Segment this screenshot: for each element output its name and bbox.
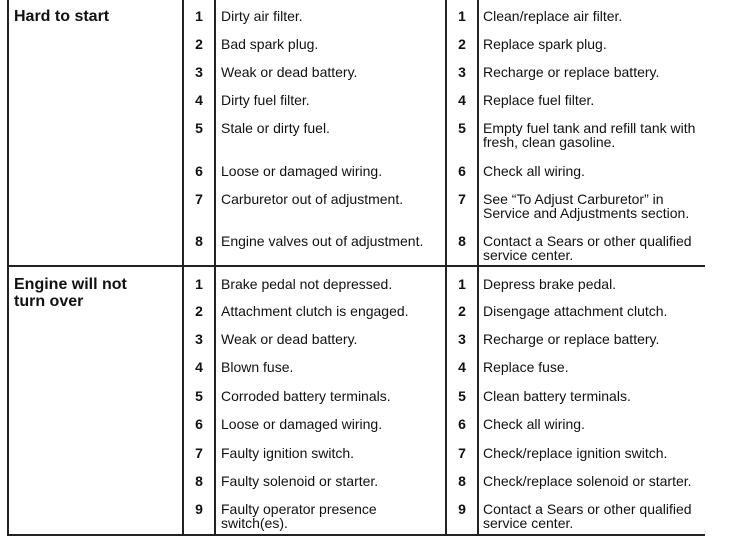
cause-number: 7 [183, 182, 215, 224]
remedy-text: Check all wiring. [483, 416, 585, 432]
cause-number: 4 [183, 83, 215, 111]
remedy-text: Clean battery terminals. [483, 388, 631, 404]
troubleshooting-table [7, 0, 705, 536]
troubleshooting-table-body [8, 0, 705, 535]
cause-number: 7 [183, 436, 215, 464]
remedy-text: Contact a Sears or other qualified service center. [478, 224, 705, 266]
cause-number: 6 [183, 154, 215, 182]
cause-text: Faulty ignition switch. [215, 436, 446, 464]
cause-number: 2 [183, 294, 215, 322]
cause-text: Dirty fuel filter. [215, 83, 446, 111]
remedy-text: See “To Adjust Carburetor” in Service and Adjustments section. [483, 191, 690, 221]
remedy-number: 2 [446, 294, 478, 322]
cause-number: 8 [183, 224, 215, 266]
remedy-text: Replace fuel filter. [483, 92, 595, 108]
cause-number: 4 [183, 350, 215, 379]
cause-number: 8 [183, 464, 215, 492]
cause-text: Faulty operator presence switch(es). [215, 492, 446, 535]
cause-number: 3 [183, 322, 215, 350]
cause-text: Weak or dead battery. [215, 322, 446, 350]
cause-text: Bad spark plug. [215, 27, 446, 55]
cause-number: 1 [183, 266, 215, 294]
remedy-number: 7 [446, 182, 478, 224]
remedy-number: 8 [446, 464, 478, 492]
remedy-number: 5 [446, 379, 478, 407]
remedy-number: 8 [446, 224, 478, 266]
remedy-text: Check/replace ignition switch. [483, 445, 668, 461]
cause-number: 2 [183, 27, 215, 55]
remedy-number: 7 [446, 436, 478, 464]
cause-text: Weak or dead battery. [215, 55, 446, 83]
cause-number: 1 [183, 0, 215, 27]
table-row [8, 0, 705, 27]
remedy-text: Empty fuel tank and refill tank with fresh, clean gasoline. [483, 120, 696, 150]
remedy-number: 1 [446, 0, 478, 27]
remedy-text: Replace spark plug. [483, 36, 607, 52]
cause-text: Stale or dirty fuel. [215, 111, 446, 154]
remedy-text: Clean/replace air filter. [483, 8, 623, 24]
remedy-text: Disengage attachment clutch. [483, 303, 668, 319]
remedy-number: 5 [446, 111, 478, 154]
cause-number: 9 [183, 492, 215, 535]
cause-number: 5 [183, 379, 215, 407]
cause-text: Corroded battery terminals. [215, 379, 446, 407]
remedy-text: Contact a Sears or other qualified service center. [478, 492, 705, 535]
remedy-number: 1 [446, 266, 478, 294]
remedy-number: 6 [446, 154, 478, 182]
remedy-number: 4 [446, 83, 478, 111]
cause-text: Carburetor out of adjustment. [215, 182, 446, 224]
cause-text: Loose or damaged wiring. [215, 154, 446, 182]
table-row [8, 266, 705, 294]
problem-cell: Hard to start [8, 0, 183, 266]
remedy-text: Check all wiring. [483, 163, 585, 179]
cause-text: Dirty air filter. [215, 0, 446, 27]
cause-text: Loose or damaged wiring. [215, 407, 446, 436]
remedy-text: Recharge or replace battery. [483, 331, 660, 347]
cause-text: Faulty solenoid or starter. [215, 464, 446, 492]
cause-number: 5 [183, 111, 215, 154]
cause-number: 6 [183, 407, 215, 436]
remedy-text: Check/replace solenoid or starter. [483, 473, 692, 489]
remedy-text: Recharge or replace battery. [483, 64, 660, 80]
problem-cell: Engine will not turn over [8, 266, 183, 535]
remedy-number: 3 [446, 55, 478, 83]
cause-text: Attachment clutch is engaged. [215, 294, 446, 322]
cause-text: Blown fuse. [215, 350, 446, 379]
remedy-number: 3 [446, 322, 478, 350]
remedy-number: 2 [446, 27, 478, 55]
cause-text: Brake pedal not depressed. [215, 266, 446, 294]
remedy-text: Depress brake pedal. [483, 276, 617, 292]
cause-text: Engine valves out of adjustment. [215, 224, 446, 266]
cause-number: 3 [183, 55, 215, 83]
remedy-number: 9 [446, 492, 478, 535]
remedy-text: Replace fuse. [483, 359, 569, 375]
remedy-number: 6 [446, 407, 478, 436]
remedy-number: 4 [446, 350, 478, 379]
